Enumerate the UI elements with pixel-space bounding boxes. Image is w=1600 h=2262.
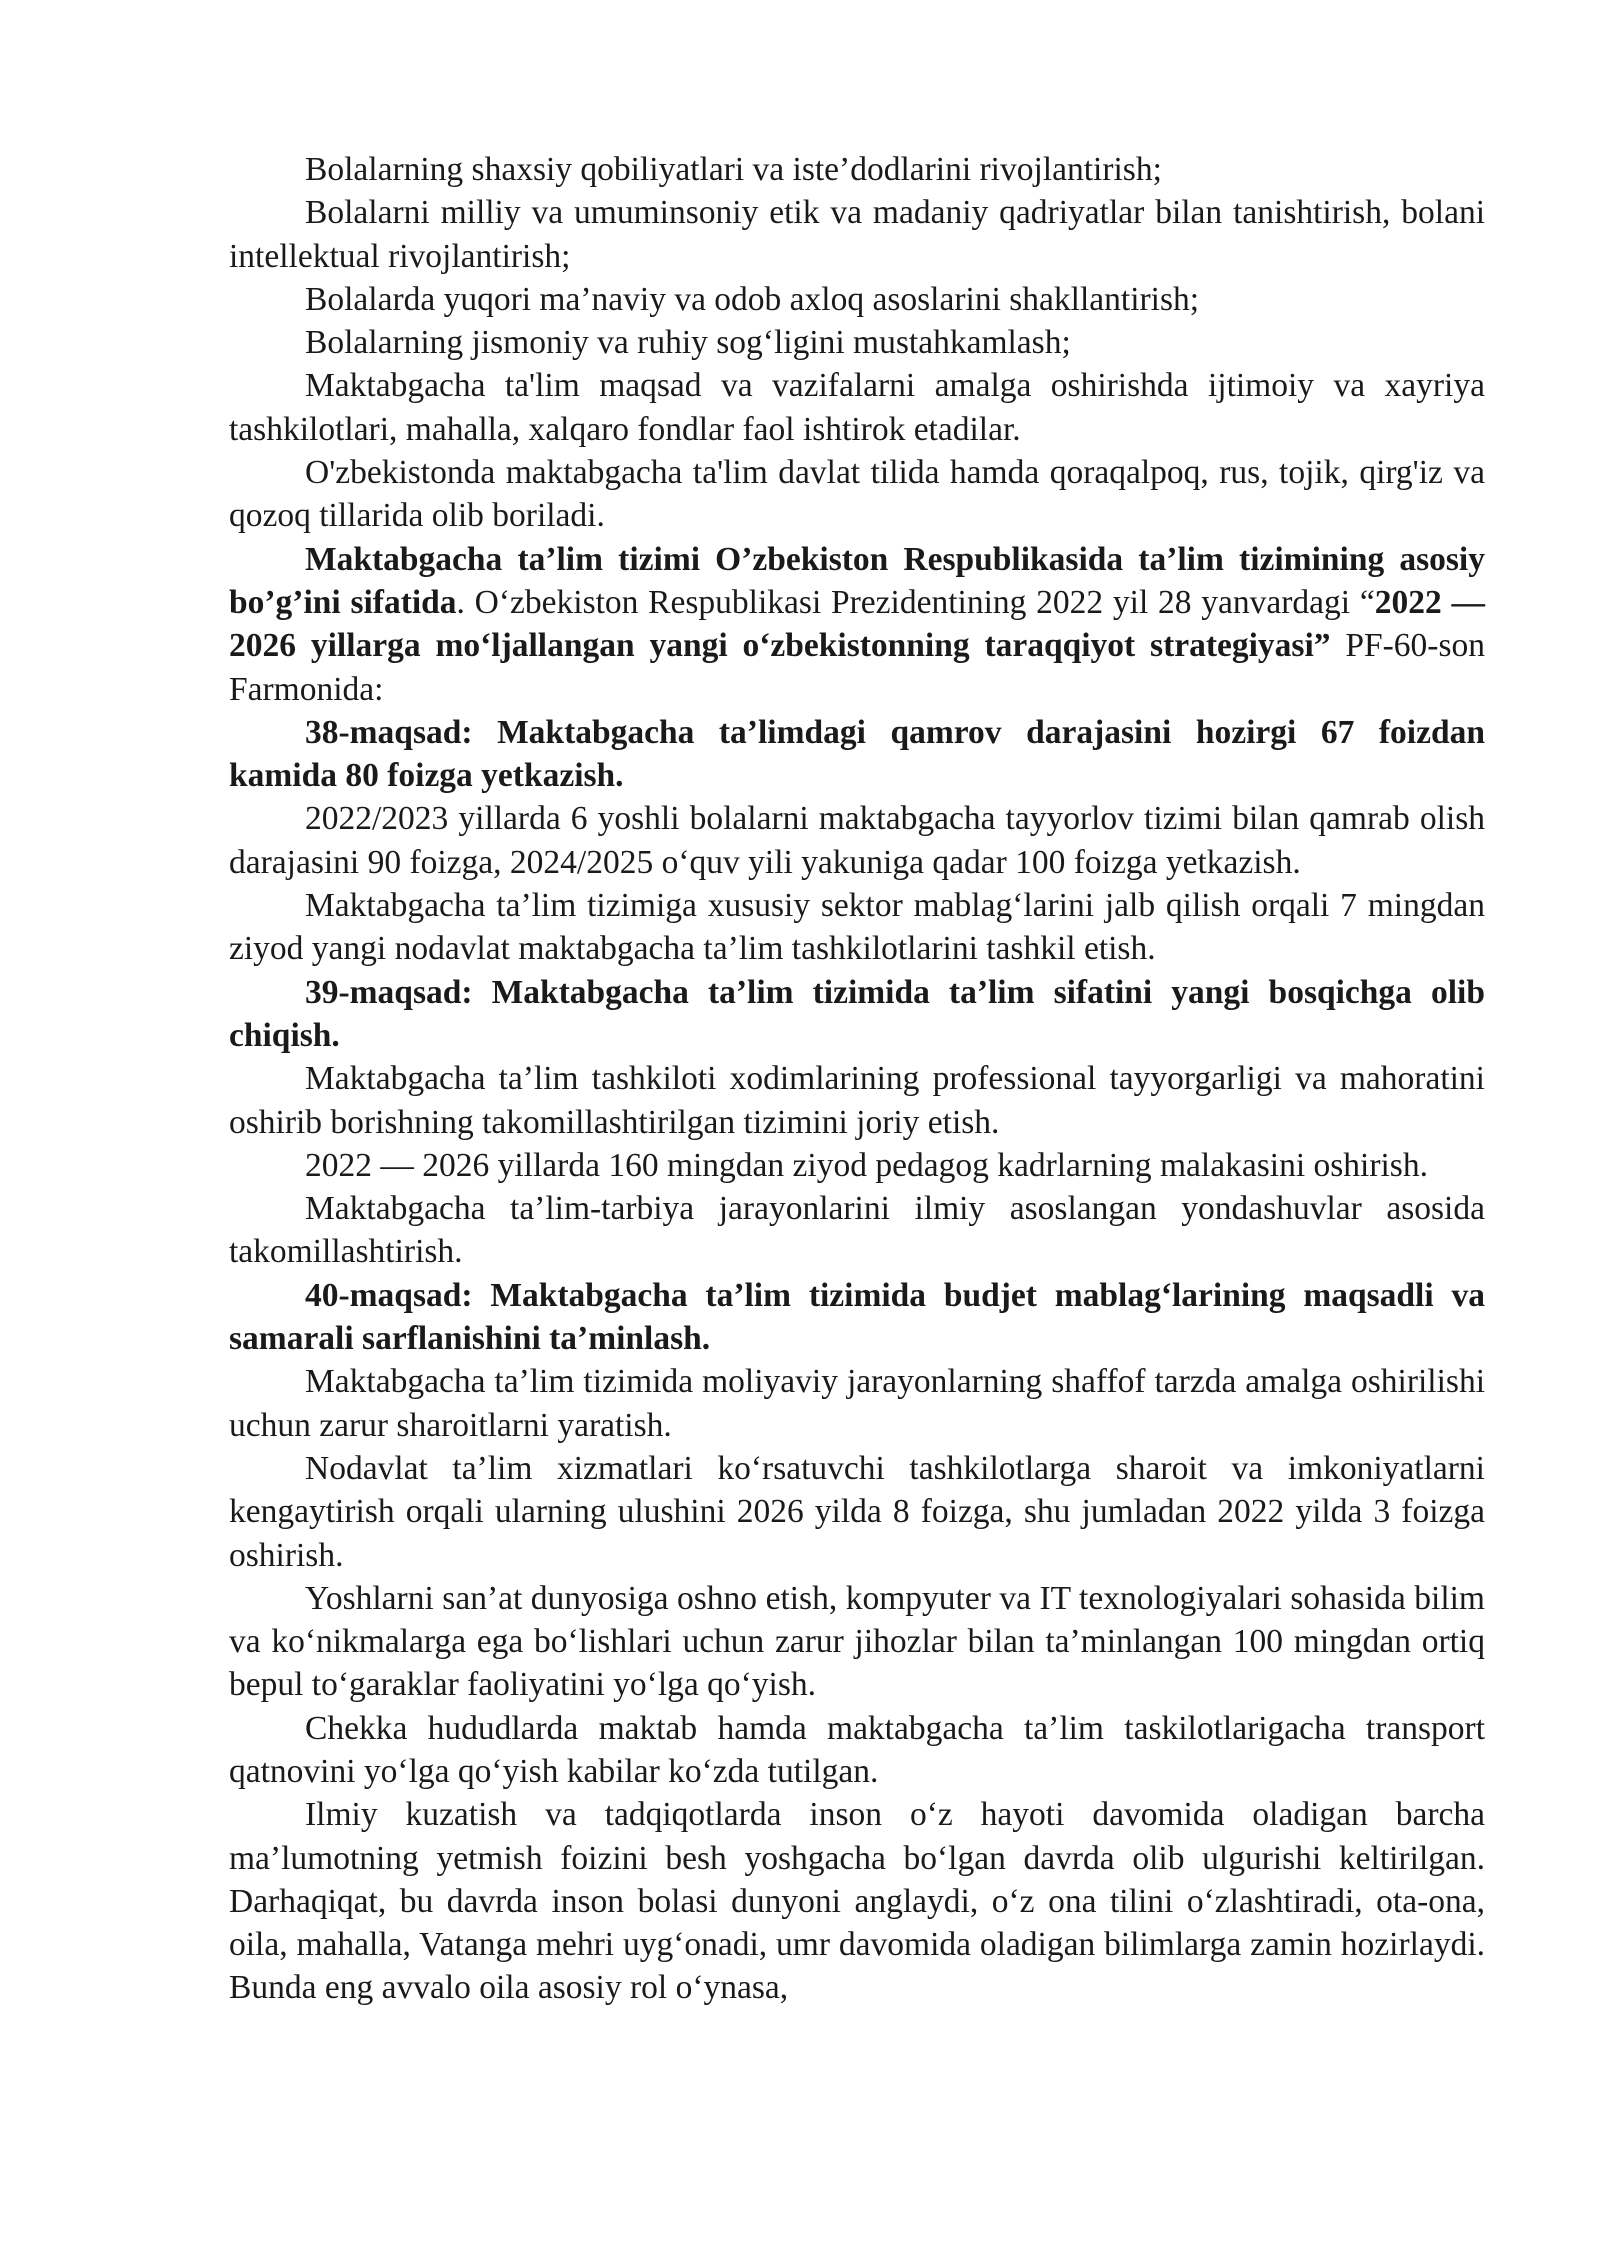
- paragraph-13: 2022 — 2026 yillarda 160 mingdan ziyod pedagog kadrlarning malakasini oshirish.: [305, 1146, 1428, 1184]
- bold-strategy-title: 2022 — 2026 yillarga mo‘ljallangan yangi o‘zbekistonning taraqqiyot strategiyasi”: [229, 583, 1485, 665]
- paragraph-18: Yoshlarni san’at dunyosiga oshno etish, kompyuter va IT texnologiyalari sohasida bilim va ko‘nikmalarga ega bo‘lishlari uchun zarur jihozlar bilan ta’minlangan 100 mingdan ortiq bepul to‘garaklar faoliyatini yo‘lga qo‘yish.: [229, 1579, 1485, 1704]
- paragraph-9: 2022/2023 yillarda 6 yoshli bolalarni maktabgacha tayyorlov tizimi bilan qamrab olish darajasini 90 foizga, 2024/2025 o‘quv yili yakuniga qadar 100 foizga yetkazish.: [229, 800, 1485, 881]
- paragraph-14: Maktabgacha ta’lim-tarbiya jarayonlarini ilmiy asoslangan yondashuvlar asosida takomillashtirish.: [229, 1190, 1485, 1271]
- paragraph-2: Bolalarni milliy va umuminsoniy etik va madaniy qadriyatlar bilan tanishtirish, bolani intellektual rivojlantirish;: [229, 194, 1485, 275]
- paragraph-10: Maktabgacha ta’lim tizimiga xususiy sektor mablag‘larini jalb qilish orqali 7 mingdan ziyod yangi nodavlat maktabgacha ta’lim tashkilotlarini tashkil etish.: [229, 887, 1485, 968]
- paragraph-6: O'zbekistonda maktabgacha ta'lim davlat tilida hamda qoraqalpoq, rus, tojik, qirg'iz va qozoq tillarida olib boriladi.: [229, 454, 1485, 535]
- paragraph-12: Maktabgacha ta’lim tashkiloti xodimlarining professional tayyorgarligi va mahoratini oshirib borishning takomillashtirilgan tizimini joriy etish.: [229, 1060, 1485, 1141]
- goal-40-heading: 40-maqsad: Maktabgacha ta’lim tizimida budjet mablag‘larining maqsadli va samarali sarflanishini ta’minlash.: [229, 1276, 1485, 1358]
- paragraph-text: PF-60-son Farmonida:: [229, 627, 1485, 708]
- paragraph-7: [229, 538, 1485, 711]
- paragraph-19: Chekka hududlarda maktab hamda maktabgacha ta’lim taskilotlarigacha transport qatnovini yo‘lga qo‘yish kabilar ko‘zda tutilgan.: [229, 1709, 1485, 1790]
- document-page: [229, 148, 1485, 2010]
- paragraph-20: Ilmiy kuzatish va tadqiqotlarda inson o‘z hayoti davomida oladigan barcha ma’lumotning yetmish foizini besh yoshgacha bo‘lgan davrda olib ulgurishi keltirilgan. Darhaqiqat, bu davrda inson bolasi dunyoni anglaydi, o‘z ona tilini o‘zlashtiradi, ota-ona, oila, mahalla, Vatanga mehri uyg‘onadi, umr davomida oladigan bilimlarga zamin hozirlaydi. Bunda eng avvalo oila asosiy rol o‘ynasa,: [229, 1796, 1485, 2007]
- bold-heading-text: Maktabgacha ta’lim tizimi O’zbekiston Respublikasida ta’lim tizimining asosiy bo’g’ini sifatida: [229, 540, 1485, 621]
- paragraph-3: Bolalarda yuqori ma’naviy va odob axloq asoslarini shakllantirish;: [305, 280, 1200, 318]
- paragraph-17: Nodavlat ta’lim xizmatlari ko‘rsatuvchi tashkilotlarga sharoit va imkoniyatlarni kengaytirish orqali ularning ulushini 2026 yilda 8 foizga, shu jumladan 2022 yilda 3 foizga oshirish.: [229, 1449, 1485, 1574]
- paragraph-5: Maktabgacha ta'lim maqsad va vazifalarni amalga oshirishda ijtimoiy va xayriya tashkilotlari, mahalla, xalqaro fondlar faol ishtirok etadilar.: [229, 367, 1485, 448]
- paragraph-16: Maktabgacha ta’lim tizimida moliyaviy jarayonlarning shaffof tarzda amalga oshirilishi uchun zarur sharoitlarni yaratish.: [229, 1363, 1485, 1444]
- paragraph-text: . O‘zbekiston Respublikasi Prezidentining 2022 yil 28 yanvardagi “: [456, 583, 1375, 621]
- goal-39-heading: 39-maqsad: Maktabgacha ta’lim tizimida ta’lim sifatini yangi bosqichga olib chiqish.: [229, 973, 1485, 1054]
- paragraph-1: Bolalarning shaxsiy qobiliyatlari va iste’dodlarini rivojlantirish;: [305, 151, 1162, 188]
- paragraph-4: Bolalarning jismoniy va ruhiy sog‘ligini mustahkamlash;: [305, 324, 1071, 362]
- goal-38-heading: 38-maqsad: Maktabgacha ta’limdagi qamrov darajasini hozirgi 67 foizdan kamida 80 foizga yetkazish.: [229, 713, 1485, 795]
